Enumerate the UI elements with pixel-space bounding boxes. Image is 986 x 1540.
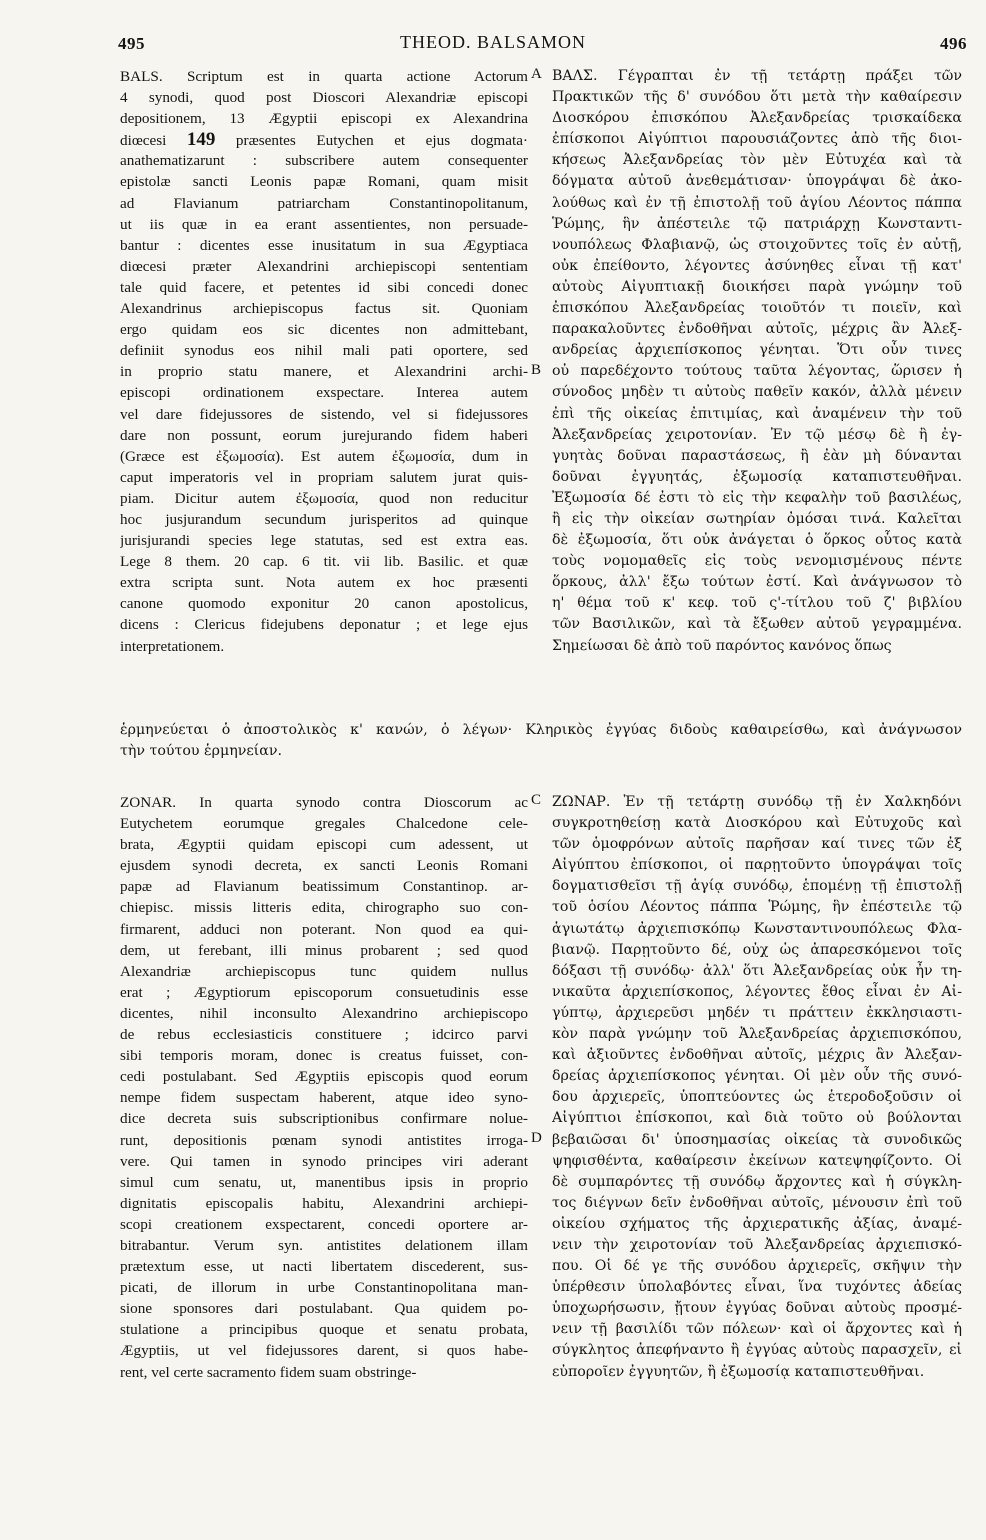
margin-marker-d: D [531,1130,542,1146]
text-line: jurisjurandi species lege statutas, sed est extra eas. [120,532,528,550]
text-line: chiepisc. missis litteris edita, chirographo suo con- [120,899,528,917]
page-number-right: 496 [940,34,967,53]
text-line: canone quomodo exponitur 20 canon apostolicus, [120,595,528,613]
text-line: ut iis quæ in ea erant assentientes, non persuade- [120,215,528,233]
text-line: hoc jusjurandum secundum jurisperitos ad quinque [120,510,528,528]
text-line: ἑρμηνεύεται ὁ ἀποστολικὸς κ' κανών, ὁ λέγων· Κληρικὸς ἐγγύας διδοὺς καθαιρείσθω, καὶ ἀνάγνωσον [120,722,962,738]
text-line: γύπτῳ, ἀρχιερεῦσι μηδέν τι πράττειν ἐκκλησιαστι- [552,1004,962,1021]
running-title: THEOD. BALSAMON [400,32,586,52]
text-line: καὶ ἀξιοῦντες ἐνδοθῆναι αὐτοῖς, μέχρις ἂν Ἀλεξαν- [552,1047,962,1064]
text-line: Eutychetem eorumque gregales Chalcedone cele- [120,815,528,833]
text-line: Alexandrinus archiepiscopus factus sit. Quoniam [120,300,528,318]
text-line: ὑπέρθεσιν ὑπολαβόντες εἶναι, ἵνα τυχόντες ἀδείας [552,1279,962,1296]
text-line: dem, ut ferebant, illi minus probarent ; sed quod [120,941,528,959]
text-line: in proprio statu manere, et Alexandrini archi- [120,363,528,381]
text-line: bantur : dicentes esse inusitatum in sua Ægyptiaca [120,236,528,254]
page-header [0,28,986,58]
text-line: piam. Dicitur autem ἐξωμοσία, quod non reducitur [120,489,528,507]
text-line: γυητὰς δοῦναι παραστάσεως, ἢ ἐὰν μὴ δύνανται [552,447,962,464]
text-line: ἁγιωτάτῳ ἀρχιεπισκόπῳ Κωνσταντινουπόλεως Φλα- [552,920,962,937]
text-line: δοῦναι ἐγγυητάς, ἐξωμοσίᾳ καταπιστευθῆναι. [552,468,962,485]
text-line: episcopi ordinationem exspectare. Interea autem [120,384,528,402]
text-line: δου ἀρχιερεῖς, ὑποπτεύοντες ὡς ἑτεροδοξοῦσιν οἱ [552,1089,962,1106]
text-line: ἐπισκόπου Ἀλεξανδρείας τοιοῦτόν τι ποιεῖν, καὶ [552,300,962,317]
text-line: δρείας ἀρχιεπίσκοπος γένηται. Οἱ μὲν οὖν τῆς συνό- [552,1068,962,1085]
text-line: de rebus ecclesiasticis constituere ; idcirco parvi [120,1026,528,1044]
text-line: ΒΑΛΣ. Γέγραπται ἐν τῇ τετάρτῃ πράξει τῶν [552,68,962,84]
text-line: ΖΩΝΑΡ. Ἐν τῇ τετάρτῃ συνόδῳ τῇ ἐν Χαλκηδόνι [552,794,962,810]
text-line: τῶν ὁμοφρόνων αὐτοῖς παρῆσαν καί τινες τῶν ἐξ [552,836,962,853]
page-number-left: 495 [118,34,145,53]
text-line: sione sponsores dari postulabant. Qua quidem po- [120,1300,528,1318]
text-line: dicens : Clericus fidejubens deponatur ; et lege ejus [120,616,528,634]
text-line: depositionem, 13 Ægyptii episcopi ex Alexandrina [120,110,528,128]
text-line: Πρακτικῶν τῆς δ' συνόδου ὅτι μετὰ τὴν καθαίρεσιν [552,89,962,106]
text-line: Alexandriæ archiepiscopus tunc quidem nullus [120,962,528,980]
text-line: ὅρκους, ἀλλ' ἔξω τούτων ἐστί. Καὶ ἀνάγνωσον τὸ [552,574,962,591]
text-line: εὐποροῖεν ἐγγυητῶν, ἢ ἐξωμοσίᾳ καταπιστευθῆναι. [552,1363,925,1380]
text-line: ὑποχωρήσωσιν, ᾔτουν ἐγγύας δοῦναι αὐτοὺς προσμέ- [552,1300,962,1317]
text-line: κὸν παρὰ γνώμην τοῦ Ἀλεξανδρείας ἀρχιεπισκόπου, [552,1026,962,1043]
text-line: sibi temporis moram, donec is creatus fuisset, con- [120,1047,528,1065]
text-line: δόγματα αὐτοῦ ἀνεθεμάτισαν· ὑπογράψαι δὲ ἀκο- [552,173,962,190]
text-line: caput imperatoris vel in propriam salutem jurat quis- [120,468,528,486]
text-line: Σημείωσαι δὲ ἀπὸ τοῦ παρόντος κανόνος ὅπως [552,637,892,654]
text-line: ἢ εἰς τὴν οἰκείαν σωτηρίαν ὀμόσαι τινά. Καλεῖται [552,510,962,527]
text-line: runt, depositionis pœnam synodi antistites irroga- [120,1131,528,1149]
text-line: τῶν Βασιλικῶν, καὶ τὰ ἔξωθεν αὐτοῦ γεγραμμένα. [552,616,962,633]
text-line: λούθως καὶ ἐν τῇ ἐπιστολῇ τοῦ ἁγίου Λέοντος πάππα [552,194,962,211]
margin-marker-b: B [531,362,542,378]
text-line: παρακαλοῦντες ἐνδοθῆναι αὐτοῖς, μέχρις ἂν Ἀλεξ- [552,321,962,338]
text-line: οἰκείου σχήματος τῆς ἀρχιερατικῆς ἀξίας, ἀναμέ- [552,1215,962,1232]
text-line: epistolæ sancti Leonis papæ Romani, quam misit [120,173,528,191]
text-line: Διοσκόρου ἐπισκόπου Ἀλεξανδρείας τρισκαίδεκα [552,110,962,127]
text-line: νουπόλεως Φλαβιανῷ, ὡς στοιχοῦντες τοῖς ἐν αὐτῇ, [552,236,962,253]
text-line: οὐκ ἐπείθοντο, λέγοντες ἀσύνηθες εἶναι τῇ κατ' [552,257,962,274]
text-line: (Græce est ἐξωμοσία). Est autem ἐξωμοσία, dum in [120,447,528,465]
text-line: Αἰγύπτου ἐπίσκοποι, οἱ παρῃτοῦντο ὑπογράψαι τοῖς [552,857,962,874]
text-line: αὐτοὺς Αἰγυπτιακῇ διοικήσει παρὰ γνώμην τοῦ [552,278,962,295]
text-line: ejusdem synodi decreta, ex sancti Leonis Romani [120,857,528,875]
text-line: οὐ παρεδέχοντο τούτους ταῦτα λέγοντας, ὥρισεν ἡ [552,363,962,380]
text-line: ad Flavianum patriarcham Constantinopolitanum, [120,194,528,212]
text-line: Αἰγύπτιοι ἐπίσκοποι, καὶ διὰ τοῦτο οὐ βούλονται [552,1110,962,1127]
zonaras-greek-column [552,792,962,1383]
text-line: brata, Ægyptii quidam episcopi cum adessent, ut [120,836,528,854]
text-line: Lege 8 them. 20 cap. 6 tit. vii lib. Basilic. et quæ [120,553,528,571]
text-line: συγκροτηθείσῃ κατὰ Διοσκόρου καὶ Εὐτυχοῦς καὶ [552,815,962,832]
text-line: prætextum esse, ut nacti libertatem discederent, sus- [120,1258,528,1276]
text-line: erat ; Ægyptiorum episcoporum consuetudinis esse [120,983,528,1001]
text-line: firmarent, adduci non poterant. Non quod ea qui- [120,920,528,938]
text-line: βιανῷ. Παρῃτοῦντο δέ, οὐχ ὡς ἀπαρεσκόμενοι τοῖς [552,941,962,958]
text-line: ergo quidam eos sic dicentes non admittebant, [120,321,528,339]
text-line: diœcesi 149 præsentes Eutychen et ejus dogmata· [120,129,528,151]
text-line: σύνοδος μηδὲν τι αὐτοὺς παθεῖν κακόν, ἀλλὰ μένειν [552,384,962,401]
text-line: βεβαιῶσαι δι' ὑποσημασίας οἰκείας τὰ συνοδικῶς [552,1131,962,1148]
balsamon-latin-column [120,66,528,657]
balsamon-greek-fullwidth [120,720,962,762]
text-line: Ægyptiis, ut vel fidejussores darent, si quos habe- [120,1342,528,1360]
text-line: ψηφισθέντα, καθαίρεσιν ἐκείνων κατεψηφίζοντο. Οἱ [552,1152,962,1169]
text-line: η' θέμα τοῦ κ' κεφ. τοῦ ς'-τίτλου τοῦ ζ' βιβλίου [552,595,962,612]
margin-marker-a: A [531,66,542,82]
text-line: που. Οἱ δέ γε τῆς συνόδου ἀρχιερεῖς, σκῆψιν τὴν [552,1258,962,1275]
zonaras-latin-column [120,792,528,1383]
text-line: τοῦ ὁσίου Λέοντος πάππα Ῥώμης, ἣν ἐπέστειλε τῷ [552,899,962,916]
text-line: BALS. Scriptum est in quarta actione Actorum [120,68,528,85]
text-line: ανδρείας ἀρχιεπίσκοπος γένηται. Ὅτι οὖν τινες [552,342,962,359]
text-line: simul cum senatu, ut, manentibus ipsis in proprio [120,1173,528,1191]
text-line: ἐπὶ τῆς οἰκείας ἐπιτιμίας, καὶ ἀναμένειν τὴν τοῦ [552,405,962,422]
text-line: definiit synodus eos nihil mali pati oportere, sed [120,342,528,360]
text-line: νειν τῇ βασιλίδι τῶν πόλεων· καὶ οἱ ἄρχοντες καὶ ἡ [552,1321,962,1338]
text-line: anathematizarunt : subscribere autem consequenter [120,152,528,170]
margin-marker-c: C [531,792,542,808]
text-line: dare non possunt, eorum jurejurando fidem haberi [120,426,528,444]
text-line: σύγκλητος ἀπεφήναντο ἢ ἐγγύας αὐτοὺς παρασχεῖν, εἰ [552,1342,962,1359]
text-line: τοὺς νομομαθεῖς εἰς τοὺς νενομισμένους πέντε [552,553,962,570]
text-line: diœcesi præter Alexandrini archiepiscopi sententiam [120,257,528,275]
text-line: dignitatis episcopalis habitu, Alexandrini archiepi- [120,1194,528,1212]
text-line: δόξασι τῇ συνόδῳ· ἀλλ' ὅτι Ἀλεξανδρείας οὐκ ἦν τη- [552,962,962,979]
balsamon-greek-column [552,66,962,657]
text-line: interpretationem. [120,637,225,655]
text-line: Ἐξωμοσία δέ ἐστι τὸ εἰς τὴν κεφαλὴν τοῦ βασιλέως, [552,489,962,506]
text-line: rent, vel certe sacramento fidem suam obstringe- [120,1363,417,1381]
text-line: dice decreta suis subscriptionibus confirmare nolue- [120,1110,528,1128]
text-line: δὲ ἐξωμοσία, ὅτι οὐκ ἀνάγεται ὁ ὅρκος οὗτος κατὰ [552,532,962,549]
text-line: κήσεως Ἀλεξανδρείας τὸν μὲν Εὐτυχέα καὶ τὰ [552,152,962,169]
text-line: tale quid facere, et petentes id sibi concedi donec [120,278,528,296]
text-line: τὴν τούτου ἑρμηνείαν. [120,743,282,760]
column-number: 149 [186,129,216,151]
text-line: τος διέγνων δεῖν ἐνδοθῆναι αὐτοῖς, μένουσιν ἐπὶ τοῦ [552,1194,962,1211]
text-line: νικαῦτα ἀρχιεπίσκοπος, λέγοντες ἔθος εἶναι ἐν Αἰ- [552,983,962,1000]
text-line: papæ ad Flavianum beatissimum Constantinop. ar- [120,878,528,896]
text-line: nempe fidem suspectam haberent, atque ideo syno- [120,1089,528,1107]
text-line: δὲ συμπαρόντες τῇ συνόδῳ ἄρχοντες καὶ ἡ σύγκλη- [552,1173,962,1190]
text-line: bitrabantur. Verum syn. antistites delationem illam [120,1236,528,1254]
text-line: picati, de illorum in urbe Constantinopolitana man- [120,1279,528,1297]
text-line: stulatione a principibus quoque et senatu probata, [120,1321,528,1339]
text-line: δογματισθεῖσι τῇ ἁγίᾳ συνόδῳ, ἑπομένῃ τῇ ἐπιστολῇ [552,878,962,895]
text-line: Ἀλεξανδρείας χειροτονίαν. Ἐν τῷ μέσῳ δὲ ἢ ἐγ- [552,426,962,443]
text-line: scopi creationem exspectarent, concedi oportere ar- [120,1215,528,1233]
text-line: vel dare fidejussores de sistendo, vel si fidejussores [120,405,528,423]
text-line: ἐπίσκοποι Αἰγύπτιοι παρουσιάζοντες ἀπὸ τῆς διοι- [552,131,962,148]
text-line: νειν τὴν χειροτονίαν τοῦ Ἀλεξανδρείας ἀρχιεπισκό- [552,1236,962,1253]
text-line: extra scripta sunt. Nota autem ex hoc præsenti [120,574,528,592]
text-line: dicentes, nihil inconsulto Alexandrino archiepiscopo [120,1004,528,1022]
text-line: Ῥώμης, ἣν ἀπέστειλε τῷ πατριάρχῃ Κωνσταντι- [552,215,962,232]
text-line: cedi postulabant. Sed Ægyptiis episcopis quod eorum [120,1068,528,1086]
text-line: 4 synodi, quod post Dioscori Alexandriæ episcopi [120,89,528,107]
text-line: ZONAR. In quarta synodo contra Dioscorum ac [120,794,528,811]
text-line: vere. Qui tamen in synodo principes viri aderant [120,1152,528,1170]
